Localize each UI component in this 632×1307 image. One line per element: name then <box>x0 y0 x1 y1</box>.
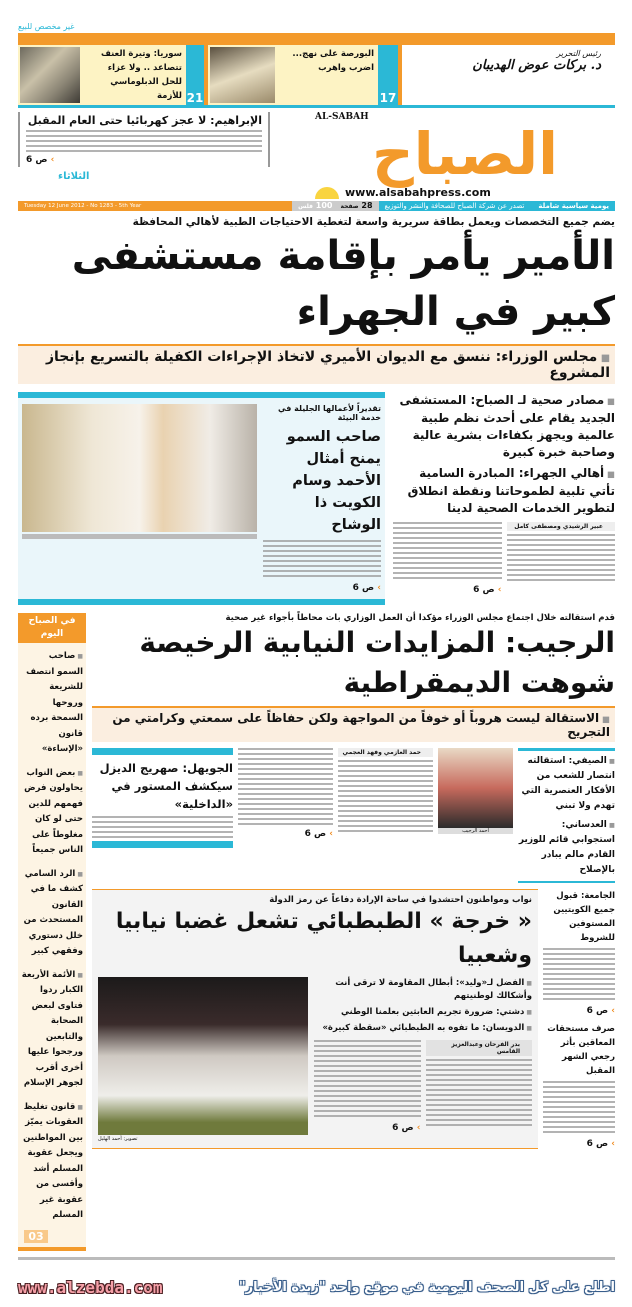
more-link[interactable]: › ص 6 <box>392 1123 421 1133</box>
editor-box <box>402 45 615 105</box>
more-link[interactable]: › ص 6 <box>473 585 502 595</box>
teaser-borsa[interactable] <box>208 45 398 105</box>
third-headline[interactable]: « خرجة » الطبطبائي تشعل غضبا نيابيا وشعبيا <box>115 909 532 968</box>
third-body <box>314 1040 421 1120</box>
electricity-body <box>26 130 262 152</box>
logo: الصباح <box>371 120 559 188</box>
feature-body <box>263 540 381 580</box>
logo-latin: AL-SABAH <box>315 112 369 122</box>
byline: بدر الفرحان وعبدالعزيز القامس <box>426 1040 533 1056</box>
footer-promo: اطلع على كل الصحف اليومية في موقع واحد "زبدة الأخبار" <box>238 1279 615 1295</box>
juwaihel-body <box>92 816 233 838</box>
feature-headline: صاحب السمو يمنح أمثال الأحمد وسام الكويت ذا الوشاح <box>286 429 381 533</box>
english-date: Tuesday 12 June 2012 - No 1283 - 5th Year <box>24 203 142 209</box>
lead-subhead: ■ مجلس الوزراء: ننسق مع الديوان الأميري لاتخاذ الإجراءات الكفيلة بالتسريع بإنجاز المشروع <box>18 346 615 384</box>
sidebar-item[interactable]: ■ قانون تغليظ العقوبات يميّز بين المواطنين ويجعل عقوبة المسلم أشد وأقسى من عقوبة غير المسلم <box>21 1100 83 1224</box>
editor-label: رئيس التحرير <box>556 49 601 58</box>
more-link[interactable]: › ص 6 <box>26 155 55 165</box>
lead-body <box>393 522 502 582</box>
sidebar-item[interactable]: ■ الأئمة الأربعة الكبار ردوا فتاوى لبعض الصحابة والتابعين ورجحوا عليها أخرى أقرب لجوهر الإسلام <box>21 968 83 1092</box>
teaser-photo <box>20 47 80 103</box>
photo-caption: أحمد الرجيب <box>438 828 513 834</box>
lead-row <box>18 392 615 605</box>
disabled-payments-headline[interactable]: صرف مستحقات المعاقين بأثر رجعي الشهر المقبل <box>547 1024 615 1076</box>
publisher: تصدر عن شركة الصباح للصحافة والنشر والتوزيع <box>384 202 525 210</box>
juwaihel-headline[interactable]: الجويهل: صهريج الديزل سيكشف المستور في «الداخلية» <box>99 761 233 811</box>
sidebar-item[interactable]: ■ الرد السامي كشف ما في القانون المستحدث من خلل دستوري وفقهي كبير <box>21 867 83 960</box>
electricity-headline: الإبراهيم: لا عجز كهربائيا حتى العام المقبل <box>27 114 262 127</box>
feature-kicker: تقديراً لأعمالها الجليلة في خدمة البيئة <box>277 404 381 422</box>
second-body <box>238 748 333 826</box>
footer <box>18 1278 615 1297</box>
second-headline[interactable]: الرجيب: المزايدات النيابية الرخيصة شوهت الديمقراطية <box>139 626 615 699</box>
second-side-point: ■ العدساني: استجوابي قائم للوزير القادم مالم يبادر بالإصلاح <box>518 818 615 878</box>
bottom-rule <box>18 1257 615 1260</box>
university-headline[interactable]: الجامعة: قبول جميع الكويتيين المستوفين للشروط <box>553 891 615 943</box>
third-point: ■ الدويسان: ما تفوه به الطبطبائي «سقطة كبيرة» <box>314 1022 532 1035</box>
lead-point: ■ أهالي الجهراء: المبادرة السامية تأتي تلبية لطموحاتنا ونقطة انطلاق لتطوير الخدمات الصحية لدينا <box>393 465 615 517</box>
masthead <box>18 108 615 199</box>
sidebar-item[interactable]: ■ بعض النواب يحاولون فرض فهمهم للدين حتى لو كان مغلوطاً على الناس جميعاً <box>21 766 83 859</box>
day-name: الثلاثاء <box>58 171 90 182</box>
feature-box[interactable] <box>18 392 385 605</box>
photo-credit: تصوير: أحمد الهليل <box>98 1136 138 1142</box>
teaser-page: 21 <box>186 45 204 105</box>
tagline: يومية سياسية شاملة <box>538 202 609 210</box>
teaser-row <box>18 45 615 105</box>
sidebar-item[interactable]: ■ صاحب السمو انتصف للشريعة وروحها السمحة برده قانون «الإساءة» <box>21 649 83 758</box>
footer-site-link[interactable]: www.alzebda.com <box>18 1277 163 1297</box>
top-band <box>18 33 615 45</box>
rajeeb-photo <box>438 748 513 828</box>
second-kicker: قدم استقالته خلال اجتماع مجلس الوزراء مؤكدا أن العمل الوزاري بات محاطاً بأجواء غير صحية <box>225 613 615 623</box>
second-subhead: ■ الاستقالة ليست هروباً أو خوفاً من المواجهة ولكن حفاظاً على سمعتي وكرامتي من التجريح <box>92 708 615 742</box>
second-side-point: ■ الصيفي: استقالته انتصار للشعب من الأفكار العنصرية التي تهدم ولا تبني <box>518 754 615 814</box>
lead-body <box>507 534 616 584</box>
photo-caption <box>22 534 257 539</box>
logo-sun-icon <box>315 187 339 199</box>
more-link[interactable]: › ص 6 <box>304 829 333 839</box>
main-lower <box>92 613 615 1251</box>
lead-kicker: يضم جميع التخصصات ويعمل بطاقة سريرية واسعة لتغطية الاحتياجات الطبية لأهالي المحافظة <box>132 216 615 228</box>
sidebar-title: في الصباح اليوم <box>18 613 86 643</box>
not-for-sale-note: غير مخصص للبيع <box>18 22 75 31</box>
page-ref: ص 6 <box>26 155 48 165</box>
sidebar <box>18 613 86 1251</box>
sidebar-items <box>18 643 86 1230</box>
teaser-syria[interactable] <box>18 45 204 105</box>
teaser-title: البورصة على نهج... اضرب واهرب <box>292 49 374 73</box>
second-body <box>338 760 433 835</box>
page-count: 28 صفحة <box>340 201 373 210</box>
disabled-payments-body <box>543 1081 615 1136</box>
feature-photo <box>22 404 257 532</box>
third-box <box>92 889 538 1149</box>
date-bar <box>18 201 615 211</box>
university-body <box>543 948 615 1003</box>
third-photo <box>98 977 308 1135</box>
logo-block <box>315 112 615 199</box>
third-point: ■ الفضل لـ«وليد»: أبطال المقاومة لا ترقى أنت وأشكالك لوطنيتهم <box>314 977 532 1003</box>
lead-point: ■ مصادر صحية لـ الصباح: المستشفى الجديد يقام على أحدث نظم طبية عالمية ويجهز بكفاءات بشرية عالية وصاحبة خبرة كبيرة <box>393 392 615 461</box>
lead-headline[interactable]: الأمير يأمر بإقامة مستشفى كبير في الجهراء <box>71 233 615 335</box>
teaser-title: سوريا: وتيرة العنف تتصاعد .. ولا عزاء للحل الدبلوماسي للأزمة <box>100 49 182 101</box>
third-kicker: نواب ومواطنون احتشدوا في ساحة الإرادة دفاعاً عن رمز الدولة <box>269 895 532 905</box>
more-link[interactable]: › ص 6 <box>352 583 381 593</box>
second-row <box>92 748 615 883</box>
sidebar-page[interactable]: 03 <box>24 1230 48 1243</box>
byline: عبير الرشيدي ومصطفى كامل <box>507 522 616 531</box>
price: 100 فلس <box>298 201 333 210</box>
electricity-box[interactable] <box>18 112 270 167</box>
more-link[interactable]: › ص 6 <box>586 1006 615 1016</box>
lower-section <box>18 613 615 1251</box>
website-url[interactable]: www.alsabahpress.com <box>345 186 491 199</box>
more-link[interactable]: › ص 6 <box>586 1139 615 1149</box>
third-point: ■ دشتي: ضرورة تجريم العابثين بعلمنا الوطني <box>314 1006 532 1019</box>
byline: حمد العازمي وفهد العجمي <box>338 748 433 757</box>
third-body <box>426 1059 533 1129</box>
teaser-page: 17 <box>378 45 398 105</box>
editor-name: د. بركات عوض الهديبان <box>472 58 601 73</box>
third-row <box>92 889 615 1149</box>
teaser-photo <box>210 47 275 103</box>
